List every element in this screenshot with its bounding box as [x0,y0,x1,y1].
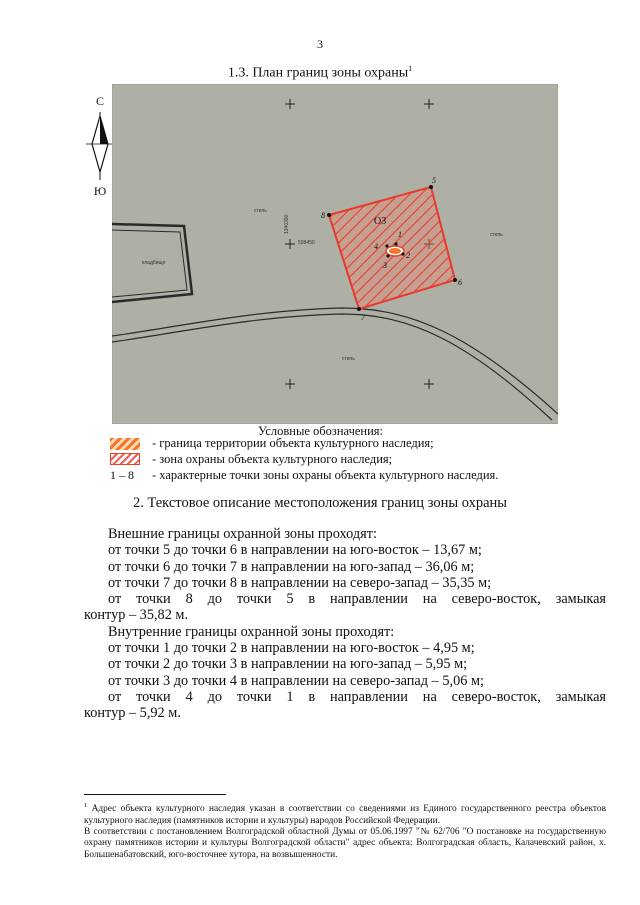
plan-title-text: 1.3. План границ зоны охраны [227,65,409,81]
zone-label: ОЗ [374,216,387,227]
outer-segment-6-7: от точки 6 до точки 7 в направлении на юго-запад – 36,06 м; [108,558,475,575]
plan-title [0,64,640,82]
field-label-2: степь [490,232,503,238]
boundary-description [84,526,606,722]
footnote-text-1: Адрес объекта культурного наследия указан в соответствии со сведениями из Единого государственного реестра объектов культурного наследия (памятников истории и культуры) народов Российской Федерации. [84,804,606,826]
south-label: Ю [93,184,107,198]
outer-segment-7-8: от точки 7 до точки 8 в направлении на северо-запад – 35,35 м; [108,574,492,591]
legend-item-zone: - зона охраны объекта культурного наследия; [152,452,393,466]
section-2-title: 2. Текстовое описание местоположения границ зоны охраны [132,495,508,511]
field-label-1: степь [254,208,267,214]
north-label: С [95,94,104,108]
coord-label-vertical: 1340390 [284,214,290,234]
legend-item-border: - граница территории объекта культурного наследия; [152,436,434,450]
outer-segment-8-5-end: контур – 35,82 м. [84,607,189,624]
footnote [84,800,606,861]
legend-title: Условные обозначения: [258,424,384,438]
footnote-separator [84,794,226,795]
legend-item-points: - характерные точки зоны охраны объекта культурного наследия. [152,468,499,482]
point-label-7: 7 [361,313,365,322]
coord-label-horizontal: 508450 [298,240,315,246]
outer-segment-8-5: от точки 8 до точки 5 в направлении на северо-восток, замыкая [108,591,606,608]
legend-swatch-zone [110,453,140,465]
outer-heading: Внешние границы охранной зоны проходят: [108,526,377,542]
point-label-3: 3 [383,261,387,270]
inner-segment-3-4: от точки 3 до точки 4 в направлении на северо-запад – 5,06 м; [108,672,484,689]
footnote-text-2: В соответствии с постановлением Волгоградской областной Думы от 05.06.1997 "№ 62/706 "О постановке на государственную охрану памятников истории и культуры Волгоградской области" адрес объекта: Волгоградская область, Калачевский район, х. Большенабатовский, юго-восточнее хутора, на возвышенности. [84,826,606,860]
inner-segment-4-1: от точки 4 до точки 1 в направлении на северо-восток, замыкая [108,688,606,705]
outer-segment-5-6: от точки 5 до точки 6 в направлении на юго-восток – 13,67 м; [108,542,482,559]
point-label-6: 6 [458,278,462,287]
inner-segment-4-1-end: контур – 5,92 м. [84,705,181,722]
footnote-ref: 1 [408,64,413,73]
legend-swatch-border [110,438,140,450]
legend-points-key: 1 – 8 [110,468,134,482]
point-label-4: 4 [374,242,378,251]
page-number: 3 [317,37,323,51]
point-label-2: 2 [406,251,410,260]
inner-heading: Внутренние границы охранной зоны проходят: [108,623,395,640]
field-label-3: степь [342,356,355,362]
map-background [112,84,558,424]
inner-segment-1-2: от точки 1 до точки 2 в направлении на юго-восток – 4,95 м; [108,640,475,657]
cemetery-label: кладбище [142,260,166,266]
point-label-8: 8 [321,211,325,220]
footnote-mark: 1 [84,802,88,809]
point-label-5: 5 [432,176,436,185]
site-plan-map [112,84,558,424]
inner-segment-2-3: от точки 2 до точки 3 в направлении на юго-запад – 5,95 м; [108,656,468,673]
point-label-1: 1 [398,230,402,239]
footnote-paragraph-1 [84,800,606,827]
